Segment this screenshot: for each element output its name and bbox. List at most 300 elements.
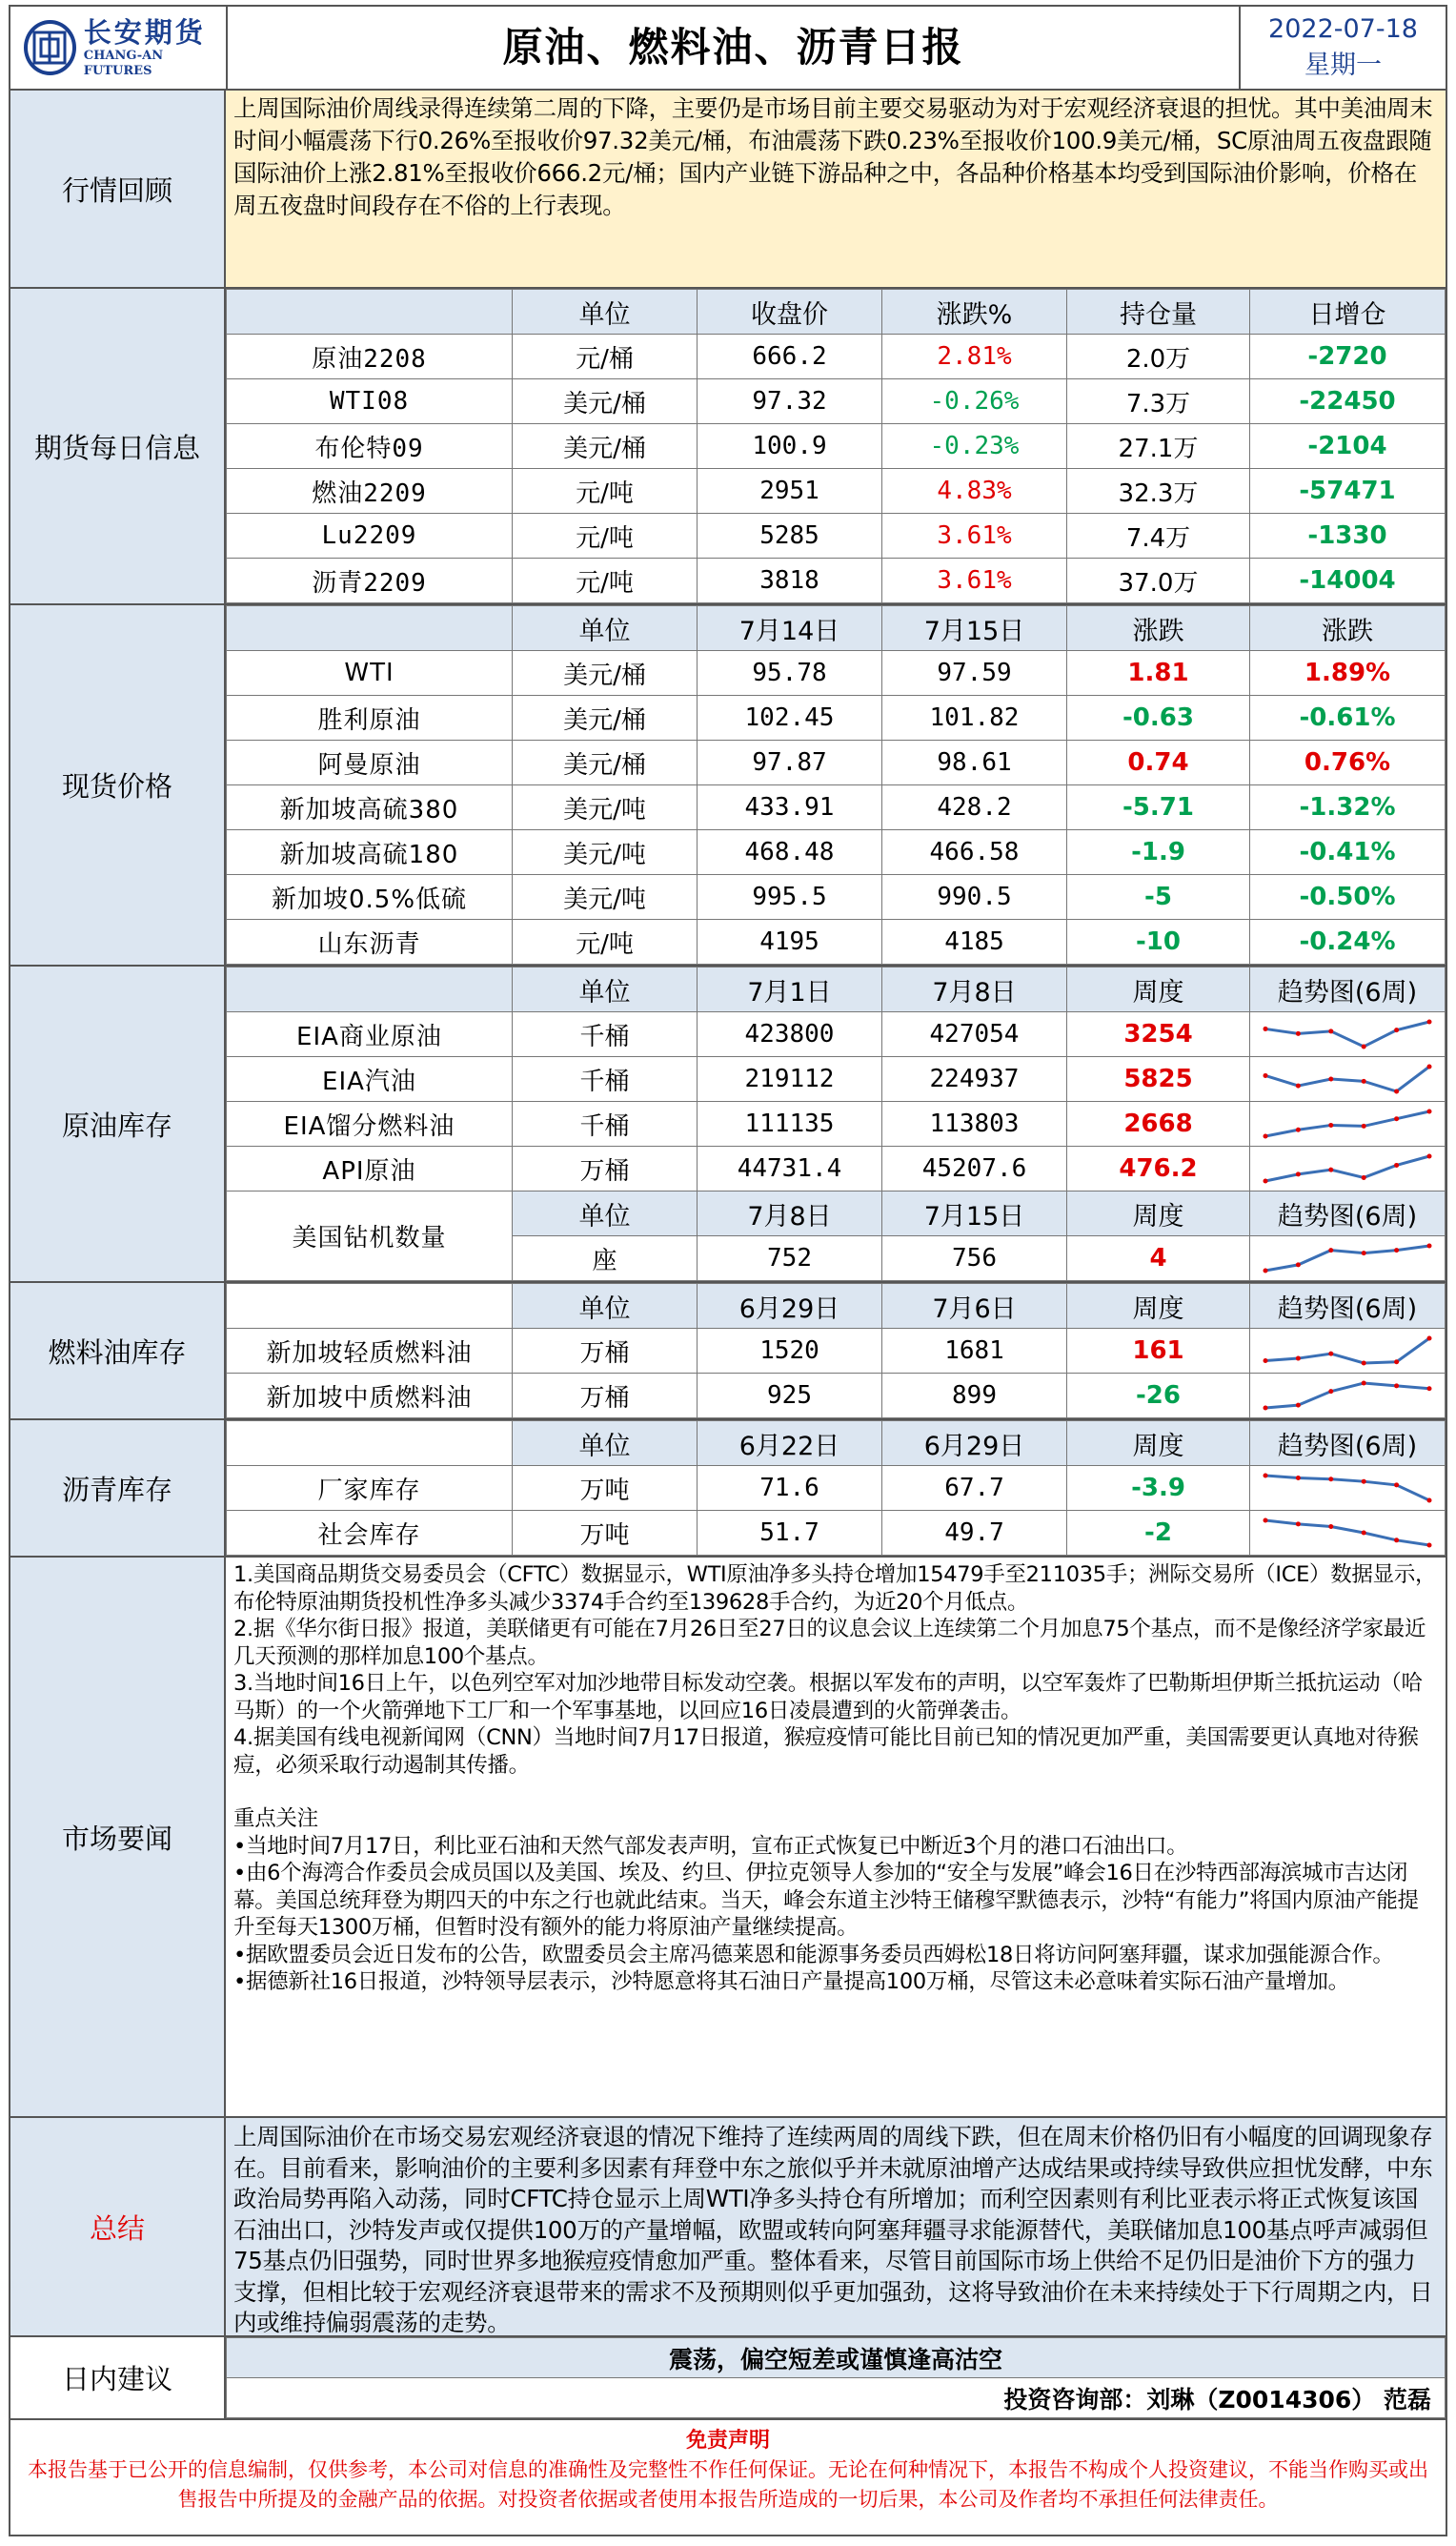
column-header: 7月15日: [882, 606, 1067, 651]
trend-cell: [1250, 1374, 1446, 1418]
trend-point: [1362, 1175, 1366, 1180]
review-text: 上周国际油价周线录得连续第二周的下降，主要仍是市场目前主要交易驱动为对于宏观经济衰退的担忧。其中美油周末时间小幅震荡下行0.26%至报收价97.32美元/桶，布油震荡下跌0.23%至报收价100.9美元/桶，SC原油周五夜盘跟随国际油价上涨2.81%至报收价666.2元/桶；国内产业链下游品种之中，各品种价格基本均受到国际油价影响，价格在周五夜盘时间段存在不俗的上行表现。: [226, 91, 1446, 287]
table-header-row: [227, 290, 1446, 335]
column-header: 趋势图(6周): [1250, 1284, 1446, 1329]
column-header: 7月15日: [882, 1192, 1067, 1236]
trend-point: [1296, 1521, 1301, 1526]
trend-point: [1264, 1027, 1268, 1031]
column-header: 单位: [513, 290, 698, 335]
column-header: 周度: [1067, 1284, 1250, 1329]
column-header: 收盘价: [698, 290, 882, 335]
trend-line: [1265, 1383, 1429, 1408]
value-cell: 4185: [882, 920, 1067, 965]
column-header: [227, 1284, 513, 1329]
column-header: 6月22日: [698, 1421, 882, 1466]
change-cell: -5.71: [1067, 785, 1250, 830]
trend-point: [1264, 1269, 1268, 1273]
open-interest: 7.4万: [1067, 514, 1250, 559]
analyst-credit: 投资咨询部：刘琳（Z0014306） 范磊: [227, 2378, 1446, 2418]
column-header: 日增仓: [1250, 290, 1446, 335]
value-cell: 224937: [882, 1057, 1067, 1102]
crude-inventory-label: 原油库存: [10, 967, 226, 1281]
spot-section: [10, 605, 1446, 967]
trend-point: [1427, 1244, 1432, 1249]
disclaimer: [10, 2420, 1446, 2520]
value-cell: 102.45: [698, 696, 882, 741]
trend-point: [1362, 1124, 1366, 1129]
column-header: 趋势图(6周): [1250, 1192, 1446, 1236]
change-percent: -0.61%: [1250, 696, 1446, 741]
open-interest: 2.0万: [1067, 335, 1250, 379]
summary-text: 上周国际油价在市场交易宏观经济衰退的情况下维持了连续两周的周线下跌，但在周末价格仍旧有小幅度的回调现象存在。目前看来，影响油价的主要利多因素有拜登中东之旅似乎并未就原油增产达成结果或持续导致供应担忧发酵，中东政治局势再陷入动荡，同时CFTC持仓显示上周WTI净多头持仓有所增加；而利空因素则有利比亚表示将正式恢复该国石油出口，沙特发声或仅提供100万的产量增幅，欧盟或转向阿塞拜疆寻求能源替代，美联储加息100基点呼声减弱但75基点仍旧强势，同时世界多地猴痘疫情愈加严重。整体看来，尽管目前国际市场上供给不足仍旧是油价下方的强力支撑，但相比较于宏观经济衰退带来的需求不及预期则似乎更加强劲，这将导致油价在未来持续处于下行周期之内，日内或维持偏弱震荡的走势。: [226, 2118, 1446, 2335]
advice-label: 日内建议: [10, 2337, 226, 2418]
logo-icon: [24, 20, 76, 75]
table-row: [227, 514, 1446, 559]
column-header: 6月29日: [698, 1284, 882, 1329]
value-cell: 98.61: [882, 741, 1067, 785]
value-cell: 466.58: [882, 830, 1067, 875]
column-header: 单位: [513, 1192, 698, 1236]
column-header: 周度: [1067, 967, 1250, 1012]
trend-point: [1394, 1538, 1399, 1542]
trend-cell: [1250, 1102, 1446, 1147]
unit-cell: 千桶: [513, 1102, 698, 1147]
trend-point: [1394, 1163, 1399, 1168]
unit-cell: 万吨: [513, 1466, 698, 1511]
advice-text: 震荡，偏空短差或谨慎逢高沽空: [227, 2338, 1446, 2378]
product-name: 阿曼原油: [227, 741, 513, 785]
open-interest: 32.3万: [1067, 469, 1250, 514]
contract-name: 沥青2209: [227, 559, 513, 603]
value-cell: 899: [882, 1374, 1067, 1418]
column-header: 周度: [1067, 1421, 1250, 1466]
trend-sparkline: [1259, 1332, 1436, 1370]
value-cell: 45207.6: [882, 1147, 1067, 1192]
value-cell: 428.2: [882, 785, 1067, 830]
table-row: [227, 1147, 1446, 1192]
value-cell: 97.87: [698, 741, 882, 785]
trend-point: [1296, 1084, 1301, 1089]
trend-sparkline: [1259, 1239, 1436, 1277]
asphalt-inventory-table: [226, 1420, 1446, 1556]
table-row: [227, 559, 1446, 603]
trend-cell: [1250, 1147, 1446, 1192]
trend-line: [1265, 1476, 1429, 1500]
value-cell: 925: [698, 1374, 882, 1418]
trend-point: [1427, 1386, 1432, 1391]
focus-item: •据欧盟委员会近日发布的公告，欧盟委员会主席冯德莱恩和能源事务委员西姆松18日将访问阿塞拜疆，谋求加强能源合作。: [233, 1942, 1394, 1967]
column-header: 7月8日: [698, 1192, 882, 1236]
brand-name-cn: 长安期货: [83, 16, 206, 49]
fuel-inventory-section: [10, 1283, 1446, 1420]
value-cell: 4195: [698, 920, 882, 965]
trend-line: [1265, 1338, 1429, 1363]
trend-point: [1362, 1251, 1366, 1255]
trend-line: [1265, 1111, 1429, 1136]
change-cell: 2668: [1067, 1102, 1250, 1147]
change-cell: -3.9: [1067, 1466, 1250, 1511]
summary-label: 总结: [10, 2118, 226, 2335]
unit-cell: 美元/桶: [513, 741, 698, 785]
unit-cell: 元/吨: [513, 920, 698, 965]
value-cell: 1520: [698, 1329, 882, 1374]
change-percent: 3.61%: [882, 559, 1067, 603]
table-row: [227, 920, 1446, 965]
close-price: 3818: [698, 559, 882, 603]
trend-point: [1394, 1482, 1399, 1487]
value-cell: 990.5: [882, 875, 1067, 920]
trend-sparkline: [1259, 1060, 1436, 1098]
product-name: 新加坡中质燃料油: [227, 1374, 513, 1418]
value-cell: 468.48: [698, 830, 882, 875]
change-percent: 0.76%: [1250, 741, 1446, 785]
daily-oi-change: -2104: [1250, 424, 1446, 469]
fuel-inventory-label: 燃料油库存: [10, 1283, 226, 1418]
change-percent: 4.83%: [882, 469, 1067, 514]
column-header: [227, 606, 513, 651]
change-cell: 1.81: [1067, 651, 1250, 696]
column-header: 涨跌: [1250, 606, 1446, 651]
column-header: 单位: [513, 606, 698, 651]
trend-point: [1427, 1154, 1432, 1159]
table-row: [227, 696, 1446, 741]
trend-point: [1328, 1029, 1333, 1033]
column-header: 单位: [513, 1284, 698, 1329]
trend-point: [1296, 1031, 1301, 1036]
news-item: 4.据美国有线电视新闻网（CNN）当地时间7月17日报道，猴痘疫情可能比目前已知的情况更加严重，美国需要更认真地对待猴痘，必须采取行动遏制其传播。: [233, 1725, 1419, 1778]
trend-point: [1427, 1498, 1432, 1503]
unit-cell: 元/吨: [513, 469, 698, 514]
news-item: 1.美国商品期货交易委员会（CFTC）数据显示，WTI原油净多头持仓增加15479手至211035手；洲际交易所（ICE）数据显示，布伦特原油期货投机性净多头减少3374手合约至139628手合约，为近20个月低点。: [233, 1562, 1437, 1615]
product-name: 社会库存: [227, 1511, 513, 1556]
change-cell: 4: [1067, 1236, 1250, 1281]
daily-oi-change: -22450: [1250, 379, 1446, 424]
change-cell: -26: [1067, 1374, 1250, 1418]
focus-item: •当地时间7月17日，利比亚石油和天然气部发表声明，宣布正式恢复已中断近3个月的港口石油出口。: [233, 1833, 1188, 1859]
futures-label: 期货每日信息: [10, 289, 226, 603]
change-cell: 476.2: [1067, 1147, 1250, 1192]
change-percent: -0.23%: [882, 424, 1067, 469]
value-cell: 67.7: [882, 1466, 1067, 1511]
trend-point: [1328, 1248, 1333, 1253]
trend-point: [1427, 1336, 1432, 1341]
table-row: [227, 469, 1446, 514]
trend-point: [1394, 1028, 1399, 1032]
trend-point: [1362, 1045, 1366, 1049]
close-price: 2951: [698, 469, 882, 514]
close-price: 97.32: [698, 379, 882, 424]
trend-point: [1362, 1531, 1366, 1536]
disclaimer-text: 本报告基于已公开的信息编制，仅供参考，本公司对信息的准确性及完整性不作任何保证。无论在何种情况下，本报告不构成个人投资建议，不能当作购买或出售报告中所提及的金融产品的依据。对投资者依据或者使用本报告所造成的一切后果，本公司及作者均不承担任何法律责任。: [28, 2458, 1428, 2511]
crude-inventory-section: [10, 967, 1446, 1283]
trend-cell: [1250, 1511, 1446, 1556]
spot-label: 现货价格: [10, 605, 226, 965]
contract-name: Lu2209: [227, 514, 513, 559]
trend-point: [1362, 1361, 1366, 1366]
trend-point: [1296, 1128, 1301, 1132]
column-header: 趋势图(6周): [1250, 1421, 1446, 1466]
focus-title: 重点关注: [233, 1806, 318, 1831]
table-row: [227, 424, 1446, 469]
trend-point: [1394, 1090, 1399, 1094]
trend-line: [1265, 1246, 1429, 1271]
product-name: 胜利原油: [227, 696, 513, 741]
column-header: 趋势图(6周): [1250, 967, 1446, 1012]
column-header: 单位: [513, 967, 698, 1012]
asphalt-inventory-label: 沥青库存: [10, 1420, 226, 1556]
table-header-row: [227, 967, 1446, 1012]
change-percent: -0.26%: [882, 379, 1067, 424]
report-date: 2022-07-18: [1268, 14, 1418, 44]
value-cell: 113803: [882, 1102, 1067, 1147]
trend-point: [1394, 1248, 1399, 1253]
unit-cell: 座: [513, 1236, 698, 1281]
column-header: 7月14日: [698, 606, 882, 651]
trend-cell: [1250, 1236, 1446, 1281]
trend-point: [1328, 1168, 1333, 1172]
trend-point: [1394, 1383, 1399, 1388]
trend-sparkline: [1259, 1105, 1436, 1143]
value-cell: 97.59: [882, 651, 1067, 696]
table-row: [227, 1466, 1446, 1511]
unit-cell: 千桶: [513, 1057, 698, 1102]
daily-oi-change: -1330: [1250, 514, 1446, 559]
contract-name: 燃油2209: [227, 469, 513, 514]
trend-point: [1264, 1179, 1268, 1184]
daily-oi-change: -57471: [1250, 469, 1446, 514]
column-header: 涨跌: [1067, 606, 1250, 651]
unit-cell: 千桶: [513, 1012, 698, 1057]
column-header: 持仓量: [1067, 290, 1250, 335]
rig-header-row: [227, 1192, 1446, 1236]
report-weekday: 星期一: [1304, 51, 1382, 80]
unit-cell: 元/桶: [513, 335, 698, 379]
news-label: 市场要闻: [10, 1558, 226, 2116]
fuel-inventory-table: [226, 1283, 1446, 1418]
change-cell: 5825: [1067, 1057, 1250, 1102]
table-row: [227, 1012, 1446, 1057]
change-cell: 161: [1067, 1329, 1250, 1374]
daily-oi-change: -2720: [1250, 335, 1446, 379]
open-interest: 37.0万: [1067, 559, 1250, 603]
brand-name-en: CHANG-AN FUTURES: [83, 49, 164, 78]
trend-point: [1296, 1356, 1301, 1361]
change-percent: 2.81%: [882, 335, 1067, 379]
trend-point: [1296, 1403, 1301, 1408]
news-item: 3.当地时间16日上午，以色列空军对加沙地带目标发动空袭。根据以军发布的声明，以空军轰炸了巴勒斯坦伊斯兰抵抗运动（哈马斯）的一个火箭弹地下工厂和一个军事基地，以回应16日凌晨遭到的火箭弹袭击。: [233, 1671, 1423, 1723]
report-header: [10, 7, 1446, 91]
change-percent: -0.50%: [1250, 875, 1446, 920]
change-cell: -5: [1067, 875, 1250, 920]
table-row: [227, 875, 1446, 920]
table-header-row: [227, 1421, 1446, 1466]
trend-point: [1427, 1543, 1432, 1548]
report-title: 原油、燃料油、沥青日报: [226, 7, 1241, 89]
product-name: 新加坡0.5%低硫: [227, 875, 513, 920]
trend-point: [1296, 1262, 1301, 1267]
trend-sparkline: [1259, 1015, 1436, 1053]
product-name: 新加坡高硫180: [227, 830, 513, 875]
trend-sparkline: [1259, 1150, 1436, 1188]
close-price: 5285: [698, 514, 882, 559]
product-name: API原油: [227, 1147, 513, 1192]
table-row: [227, 1057, 1446, 1102]
table-row: [227, 785, 1446, 830]
trend-point: [1362, 1079, 1366, 1084]
change-percent: -0.41%: [1250, 830, 1446, 875]
table-row: [227, 741, 1446, 785]
open-interest: 27.1万: [1067, 424, 1250, 469]
trend-sparkline: [1259, 1469, 1436, 1507]
value-cell: 752: [698, 1236, 882, 1281]
value-cell: 1681: [882, 1329, 1067, 1374]
trend-point: [1264, 1073, 1268, 1078]
spot-table: [226, 605, 1446, 965]
change-cell: -1.9: [1067, 830, 1250, 875]
close-price: 666.2: [698, 335, 882, 379]
table-row: [227, 830, 1446, 875]
trend-point: [1264, 1518, 1268, 1523]
change-cell: 0.74: [1067, 741, 1250, 785]
daily-oi-change: -14004: [1250, 559, 1446, 603]
trend-cell: [1250, 1466, 1446, 1511]
trend-point: [1328, 1389, 1333, 1394]
change-percent: -0.24%: [1250, 920, 1446, 965]
contract-name: 布伦特09: [227, 424, 513, 469]
column-header: 涨跌%: [882, 290, 1067, 335]
unit-cell: 美元/桶: [513, 424, 698, 469]
disclaimer-title: 免责声明: [685, 2429, 770, 2453]
value-cell: 427054: [882, 1012, 1067, 1057]
trend-sparkline: [1259, 1514, 1436, 1552]
unit-cell: 万桶: [513, 1374, 698, 1418]
futures-table: [226, 289, 1446, 603]
trend-cell: [1250, 1057, 1446, 1102]
asphalt-inventory-section: [10, 1420, 1446, 1558]
contract-name: 原油2208: [227, 335, 513, 379]
product-name: EIA商业原油: [227, 1012, 513, 1057]
change-percent: 1.89%: [1250, 651, 1446, 696]
value-cell: 51.7: [698, 1511, 882, 1556]
unit-cell: 元/吨: [513, 514, 698, 559]
trend-point: [1328, 1352, 1333, 1356]
column-header: 周度: [1067, 1192, 1250, 1236]
change-percent: 3.61%: [882, 514, 1067, 559]
report-page: [9, 5, 1447, 2536]
trend-cell: [1250, 1329, 1446, 1374]
change-cell: -2: [1067, 1511, 1250, 1556]
value-cell: 71.6: [698, 1466, 882, 1511]
product-name: 厂家库存: [227, 1466, 513, 1511]
change-cell: -10: [1067, 920, 1250, 965]
column-header: [227, 967, 513, 1012]
trend-point: [1264, 1134, 1268, 1139]
trend-point: [1328, 1077, 1333, 1082]
unit-cell: 美元/桶: [513, 651, 698, 696]
value-cell: 423800: [698, 1012, 882, 1057]
column-header: [227, 1421, 513, 1466]
trend-point: [1427, 1065, 1432, 1069]
news-item: 2.据《华尔街日报》报道，美联储更有可能在7月26日至27日的议息会议上连续第二个月加息75个基点，而不是像经济学家最近几天预测的那样加息100个基点。: [233, 1617, 1426, 1669]
review-label: 行情回顾: [10, 91, 226, 287]
change-percent: -1.32%: [1250, 785, 1446, 830]
futures-section: [10, 289, 1446, 605]
trend-point: [1264, 1406, 1268, 1411]
value-cell: 111135: [698, 1102, 882, 1147]
rig-count-name: 美国钻机数量: [227, 1192, 513, 1281]
table-row: [227, 379, 1446, 424]
trend-point: [1362, 1479, 1366, 1484]
value-cell: 219112: [698, 1057, 882, 1102]
news-content: [226, 1558, 1446, 2116]
trend-point: [1296, 1476, 1301, 1480]
column-header: 6月29日: [882, 1421, 1067, 1466]
unit-cell: 万吨: [513, 1511, 698, 1556]
focus-item: •由6个海湾合作委员会成员国以及美国、埃及、约旦、伊拉克领导人参加的“安全与发展”峰会16日在沙特西部海滨城市吉达闭幕。美国总统拜登为期四天的中东之行也就此结束。当天，峰会东道主沙特王储穆罕默德表示，沙特“有能力”将国内原油产能提升至每天1300万桶，但暂时没有额外的能力将原油产量继续提高。: [233, 1861, 1419, 1940]
unit-cell: 美元/吨: [513, 785, 698, 830]
column-header: 单位: [513, 1421, 698, 1466]
product-name: 新加坡高硫380: [227, 785, 513, 830]
column-header: 7月1日: [698, 967, 882, 1012]
unit-cell: 元/吨: [513, 559, 698, 603]
trend-line: [1265, 1067, 1429, 1091]
trend-point: [1427, 1020, 1432, 1025]
column-header: [227, 290, 513, 335]
summary-section: [10, 2118, 1446, 2337]
trend-point: [1296, 1171, 1301, 1176]
unit-cell: 美元/吨: [513, 830, 698, 875]
contract-name: WTI08: [227, 379, 513, 424]
trend-cell: [1250, 1012, 1446, 1057]
table-row: [227, 1511, 1446, 1556]
trend-line: [1265, 1156, 1429, 1181]
product-name: EIA馏分燃料油: [227, 1102, 513, 1147]
table-row: [227, 1374, 1446, 1418]
table-row: [227, 651, 1446, 696]
change-cell: 3254: [1067, 1012, 1250, 1057]
table-header-row: [227, 606, 1446, 651]
trend-point: [1328, 1477, 1333, 1481]
trend-point: [1328, 1123, 1333, 1128]
close-price: 100.9: [698, 424, 882, 469]
trend-point: [1362, 1381, 1366, 1386]
review-section: [10, 91, 1446, 289]
table-row: [227, 335, 1446, 379]
column-header: 7月8日: [882, 967, 1067, 1012]
focus-item: •据德新社16日报道，沙特领导层表示，沙特愿意将其石油日产量提高100万桶，尽管这未必意味着实际石油产量增加。: [233, 1969, 1349, 1994]
value-cell: 44731.4: [698, 1147, 882, 1192]
trend-point: [1264, 1474, 1268, 1478]
trend-sparkline: [1259, 1376, 1436, 1415]
news-section: [10, 1558, 1446, 2118]
trend-line: [1265, 1520, 1429, 1545]
unit-cell: 美元/桶: [513, 696, 698, 741]
table-row: [227, 1102, 1446, 1147]
trend-point: [1394, 1116, 1399, 1121]
value-cell: 433.91: [698, 785, 882, 830]
trend-point: [1264, 1358, 1268, 1363]
table-row: [227, 1329, 1446, 1374]
unit-cell: 万桶: [513, 1329, 698, 1374]
product-name: EIA汽油: [227, 1057, 513, 1102]
table-header-row: [227, 1284, 1446, 1329]
product-name: WTI: [227, 651, 513, 696]
unit-cell: 万桶: [513, 1147, 698, 1192]
trend-point: [1427, 1110, 1432, 1114]
value-cell: 95.78: [698, 651, 882, 696]
column-header: 7月6日: [882, 1284, 1067, 1329]
crude-inventory-table: [226, 967, 1446, 1281]
